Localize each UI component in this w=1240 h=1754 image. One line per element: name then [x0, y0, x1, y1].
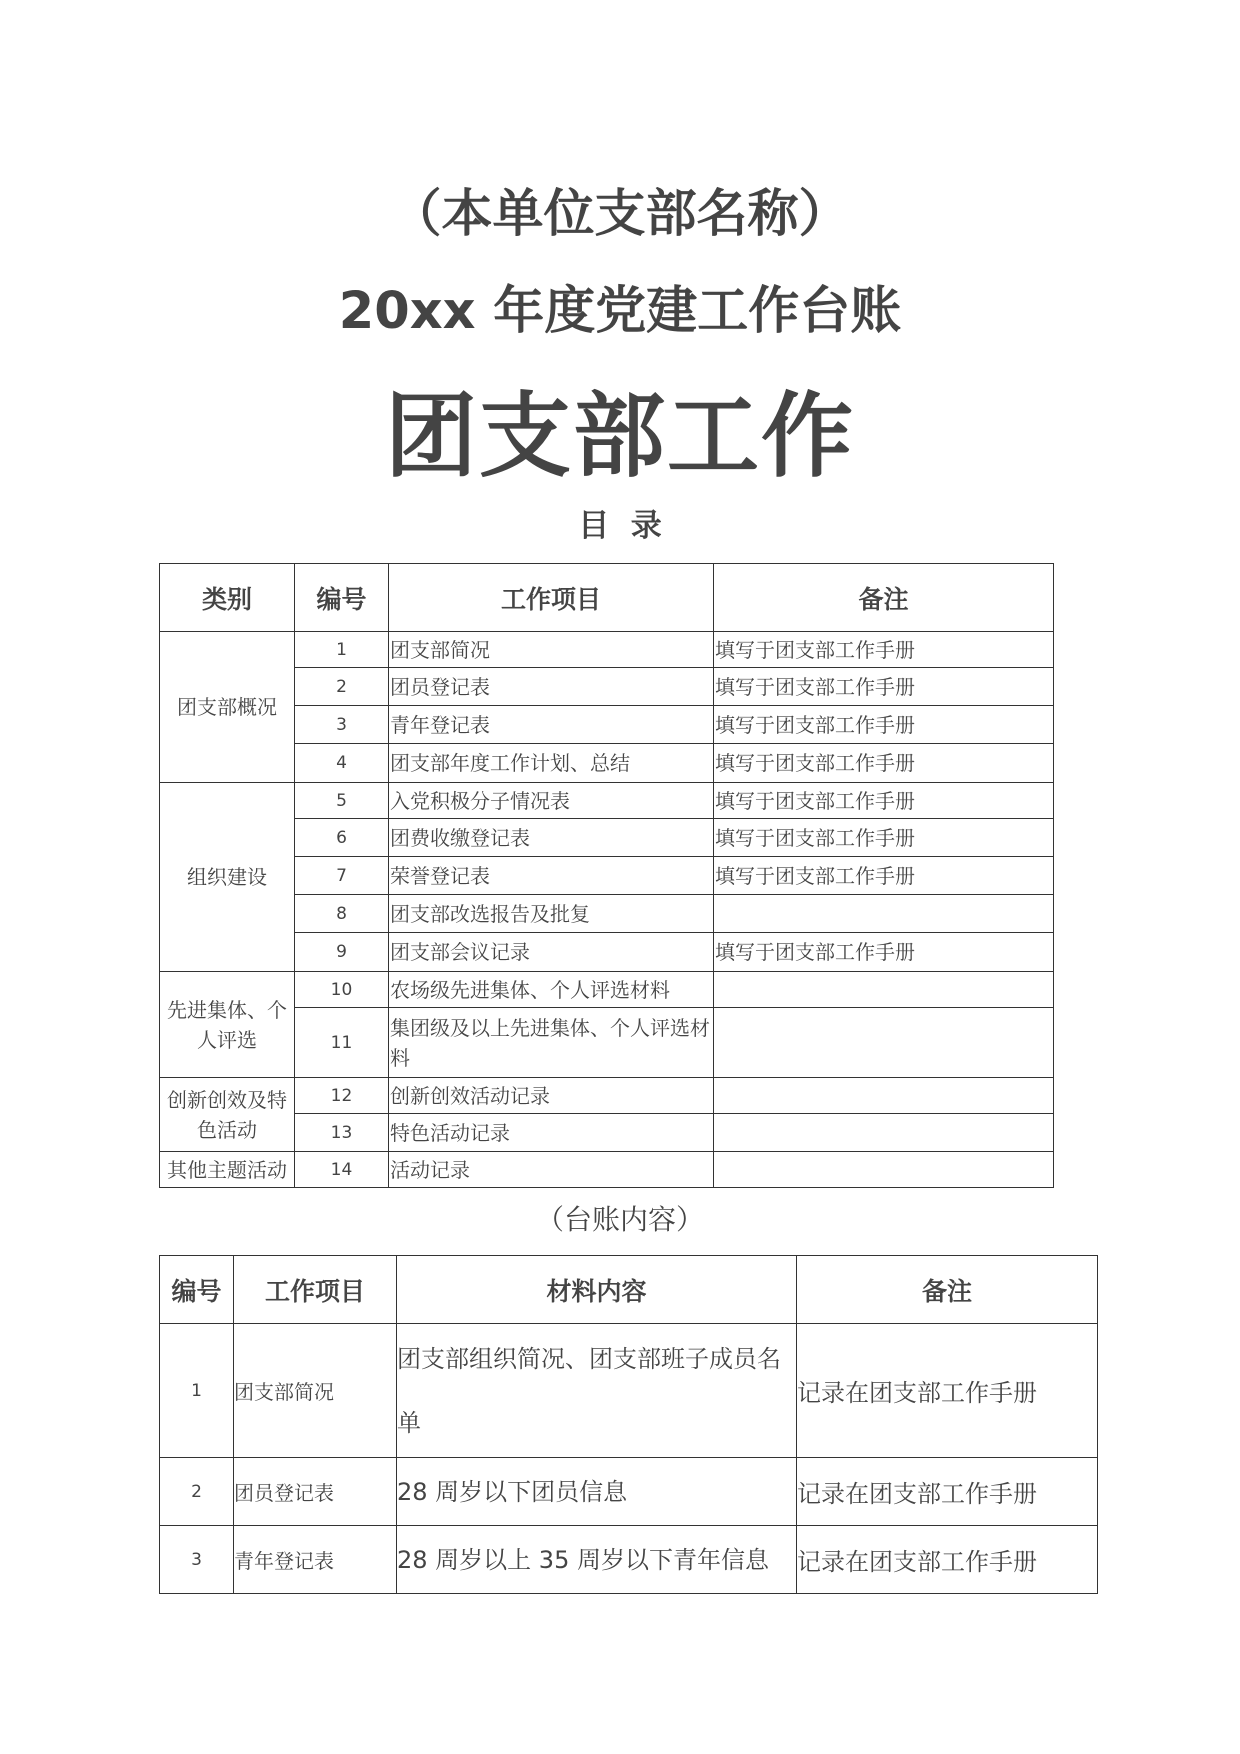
work-item-cell: 农场级先进集体、个人评选材料: [389, 972, 714, 1008]
table-row: [160, 857, 1054, 895]
column-header-material-content: 材料内容: [397, 1256, 797, 1324]
work-item-cell: 团支部年度工作计划、总结: [389, 744, 714, 783]
work-item-cell: 团费收缴登记表: [389, 819, 714, 857]
toc-table: [159, 563, 1054, 1188]
number-cell: 3: [160, 1526, 234, 1594]
column-header-note: 备注: [797, 1256, 1098, 1324]
table-header-row: [160, 564, 1054, 632]
note-cell: [714, 972, 1054, 1008]
table-row: [160, 972, 1054, 1008]
table-row: [160, 895, 1054, 933]
number-cell: 9: [295, 933, 389, 972]
table-row: [160, 1078, 1054, 1114]
number-cell: 5: [295, 783, 389, 819]
note-cell: [714, 1152, 1054, 1188]
material-content-cell: 28 周岁以下团员信息: [397, 1458, 797, 1526]
work-item-cell: 团支部改选报告及批复: [389, 895, 714, 933]
number-cell: 7: [295, 857, 389, 895]
note-cell: [714, 895, 1054, 933]
work-item-cell: 团支部会议记录: [389, 933, 714, 972]
table-row: [160, 1526, 1098, 1594]
number-cell: 1: [160, 1324, 234, 1458]
note-cell: [714, 1008, 1054, 1078]
note-cell: 填写于团支部工作手册: [714, 933, 1054, 972]
number-cell: 12: [295, 1078, 389, 1114]
number-cell: 8: [295, 895, 389, 933]
work-item-cell: 入党积极分子情况表: [389, 783, 714, 819]
work-item-cell: 团员登记表: [389, 668, 714, 706]
number-cell: 6: [295, 819, 389, 857]
work-item-cell: 特色活动记录: [389, 1114, 714, 1152]
work-item-cell: 青年登记表: [234, 1526, 397, 1594]
year-ledger-title: 20xx 年度党建工作台账: [338, 282, 902, 341]
number-cell: 4: [295, 744, 389, 783]
column-header-work-item: 工作项目: [234, 1256, 397, 1324]
toc-title: 目 录: [578, 508, 662, 544]
table-row: [160, 706, 1054, 744]
unit-name-title: （本单位支部名称）: [390, 185, 850, 244]
material-content-cell: 团支部组织简况、团支部班子成员名单: [397, 1324, 797, 1458]
work-item-cell: 青年登记表: [389, 706, 714, 744]
number-cell: 11: [295, 1008, 389, 1078]
table-row: [160, 1008, 1054, 1078]
note-cell: 填写于团支部工作手册: [714, 819, 1054, 857]
column-header-number: 编号: [160, 1256, 234, 1324]
note-cell: 填写于团支部工作手册: [714, 783, 1054, 819]
note-cell: 填写于团支部工作手册: [714, 857, 1054, 895]
table-header-row: [160, 1256, 1098, 1324]
table-row: [160, 1458, 1098, 1526]
category-cell: 组织建设: [160, 783, 295, 972]
number-cell: 2: [295, 668, 389, 706]
table-row: [160, 819, 1054, 857]
number-cell: 3: [295, 706, 389, 744]
table-row: [160, 1152, 1054, 1188]
table-row: [160, 1324, 1098, 1458]
note-cell: 填写于团支部工作手册: [714, 706, 1054, 744]
number-cell: 14: [295, 1152, 389, 1188]
note-cell: 填写于团支部工作手册: [714, 744, 1054, 783]
table-row: [160, 668, 1054, 706]
column-header-category: 类别: [160, 564, 295, 632]
column-header-number: 编号: [295, 564, 389, 632]
work-item-cell: 团支部简况: [234, 1324, 397, 1458]
column-header-note: 备注: [714, 564, 1054, 632]
material-content-cell: 28 周岁以上 35 周岁以下青年信息: [397, 1526, 797, 1594]
note-cell: 记录在团支部工作手册: [797, 1458, 1098, 1526]
category-cell: 先进集体、个人评选: [160, 972, 295, 1078]
category-cell: 创新创效及特色活动: [160, 1078, 295, 1152]
table-row: [160, 1114, 1054, 1152]
main-title: 团支部工作: [384, 383, 855, 490]
note-cell: 填写于团支部工作手册: [714, 668, 1054, 706]
table-row: [160, 933, 1054, 972]
category-cell: 团支部概况: [160, 632, 295, 783]
number-cell: 10: [295, 972, 389, 1008]
ledger-title: （台账内容）: [535, 1203, 704, 1236]
note-cell: [714, 1078, 1054, 1114]
work-item-cell: 创新创效活动记录: [389, 1078, 714, 1114]
category-cell: 其他主题活动: [160, 1152, 295, 1188]
work-item-cell: 团支部简况: [389, 632, 714, 668]
note-cell: [714, 1114, 1054, 1152]
work-item-cell: 团员登记表: [234, 1458, 397, 1526]
ledger-table: [159, 1255, 1098, 1594]
column-header-work-item: 工作项目: [389, 564, 714, 632]
number-cell: 1: [295, 632, 389, 668]
work-item-cell: 集团级及以上先进集体、个人评选材料: [389, 1008, 714, 1078]
note-cell: 记录在团支部工作手册: [797, 1324, 1098, 1458]
table-row: [160, 744, 1054, 783]
table-row: [160, 783, 1054, 819]
number-cell: 2: [160, 1458, 234, 1526]
work-item-cell: 活动记录: [389, 1152, 714, 1188]
work-item-cell: 荣誉登记表: [389, 857, 714, 895]
number-cell: 13: [295, 1114, 389, 1152]
table-row: [160, 632, 1054, 668]
note-cell: 记录在团支部工作手册: [797, 1526, 1098, 1594]
note-cell: 填写于团支部工作手册: [714, 632, 1054, 668]
